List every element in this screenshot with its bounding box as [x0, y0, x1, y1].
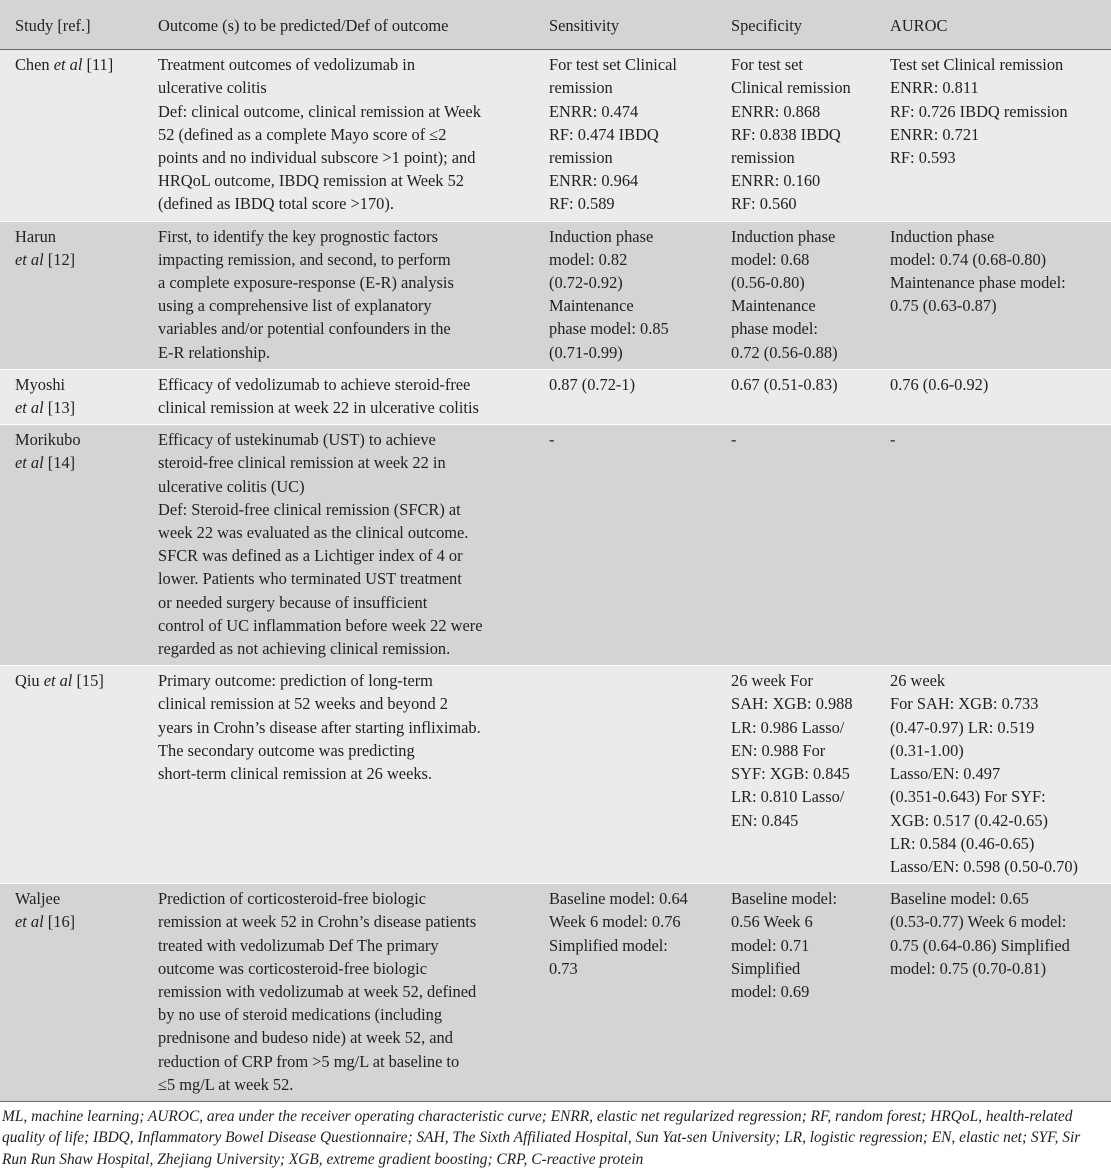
cell-study — [0, 50, 143, 221]
table-row — [0, 425, 1111, 666]
auroc-line: ENRR: 0.721 — [890, 124, 980, 144]
specificity-line: Simplified — [731, 958, 801, 978]
auroc-line: For SAH: XGB: 0.733 — [890, 694, 1039, 714]
specificity-line: model: 0.69 — [731, 981, 810, 1001]
study-etal: et al — [15, 453, 44, 473]
study-etal: et al — [43, 671, 73, 691]
header-auroc: AUROC — [875, 0, 1111, 50]
auroc-line: Lasso/EN: 0.598 (0.50-0.70) — [890, 856, 1079, 876]
specificity-line: ENRR: 0.868 — [731, 101, 821, 121]
outcome-line: short-term clinical remission at 26 weeks. — [158, 764, 433, 784]
sensitivity-line: ENRR: 0.964 — [549, 171, 639, 191]
table-row — [0, 221, 1111, 369]
study-text: Morikubo — [15, 430, 81, 450]
specificity-line: Maintenance — [731, 296, 816, 316]
cell-sensitivity — [534, 369, 716, 424]
header-outcome: Outcome (s) to be predicted/Def of outcome — [143, 0, 534, 50]
sensitivity-line: phase model: 0.85 — [549, 319, 669, 339]
outcome-line: by no use of steroid medications (including — [158, 1005, 443, 1025]
outcome-line: HRQoL outcome, IBDQ remission at Week 52 — [158, 171, 464, 191]
table-body — [0, 50, 1111, 1102]
study-text: [12] — [43, 249, 76, 269]
auroc-line: (0.31-1.00) — [890, 740, 964, 760]
cell-outcome — [143, 425, 534, 666]
outcome-line: treated with vedolizumab Def The primary — [158, 935, 439, 955]
sensitivity-line: (0.72-0.92) — [549, 273, 623, 293]
header-specificity: Specificity — [716, 0, 875, 50]
study-etal: et al — [15, 398, 44, 418]
cell-auroc — [875, 50, 1111, 221]
cell-auroc — [875, 884, 1111, 1102]
outcome-line: clinical remission at week 22 in ulcerative colitis — [158, 398, 479, 418]
cell-outcome — [143, 221, 534, 369]
cell-sensitivity — [534, 221, 716, 369]
outcome-line: outcome was corticosteroid-free biologic — [158, 958, 427, 978]
auroc-line: ENRR: 0.811 — [890, 78, 979, 98]
specificity-line: 0.67 (0.51-0.83) — [731, 374, 838, 394]
outcome-line: regarded as not achieving clinical remission. — [158, 639, 451, 659]
study-text: [15] — [72, 671, 104, 691]
specificity-line: model: 0.68 — [731, 249, 810, 269]
outcome-line: 52 (defined as a complete Mayo score of ≤2 — [158, 124, 447, 144]
table-row — [0, 884, 1111, 1102]
sensitivity-line: Simplified model: — [549, 935, 668, 955]
outcome-line: reduction of CRP from >5 mg/L at baseline to — [158, 1051, 460, 1071]
outcome-line: Efficacy of vedolizumab to achieve steroid-free — [158, 374, 471, 394]
header-row — [0, 0, 1111, 50]
study-etal: et al — [15, 912, 44, 932]
auroc-line: Test set Clinical remission — [890, 55, 1064, 75]
auroc-line: Lasso/EN: 0.497 — [890, 764, 1001, 784]
cell-outcome — [143, 369, 534, 424]
cell-auroc — [875, 425, 1111, 666]
auroc-line: model: 0.75 (0.70-0.81) — [890, 958, 1047, 978]
auroc-line: (0.53-0.77) Week 6 model: — [890, 912, 1067, 932]
outcome-line: using a comprehensive list of explanatory — [158, 296, 432, 316]
outcome-line: or needed surgery because of insufficient — [158, 592, 428, 612]
sensitivity-line: Week 6 model: 0.76 — [549, 912, 681, 932]
outcome-line: remission with vedolizumab at week 52, defined — [158, 981, 477, 1001]
specificity-line: phase model: — [731, 319, 818, 339]
outcome-line: Prediction of corticosteroid-free biologic — [158, 889, 427, 909]
auroc-line: Induction phase — [890, 226, 995, 246]
cell-specificity — [716, 884, 875, 1102]
cell-sensitivity — [534, 425, 716, 666]
outcome-line: Treatment outcomes of vedolizumab in — [158, 55, 416, 75]
specificity-line: 0.56 Week 6 — [731, 912, 813, 932]
specificity-line: EN: 0.845 — [731, 810, 799, 830]
cell-study — [0, 221, 143, 369]
specificity-line: SYF: XGB: 0.845 — [731, 764, 850, 784]
study-etal: et al — [53, 55, 83, 75]
cell-outcome — [143, 884, 534, 1102]
outcome-line: Def: clinical outcome, clinical remission at Week — [158, 101, 481, 121]
study-text: [13] — [43, 398, 76, 418]
sensitivity-line: 0.73 — [549, 958, 578, 978]
outcome-line: a complete exposure-response (E-R) analysis — [158, 273, 454, 293]
outcome-line: Primary outcome: prediction of long-term — [158, 671, 433, 691]
specificity-line: 26 week For — [731, 671, 813, 691]
specificity-line: - — [731, 430, 737, 450]
auroc-line: Baseline model: 0.65 — [890, 889, 1029, 909]
specificity-line: Clinical remission — [731, 78, 851, 98]
auroc-line: Maintenance phase model: — [890, 273, 1066, 293]
outcome-line: Def: Steroid-free clinical remission (SFCR) at — [158, 499, 461, 519]
cell-specificity — [716, 50, 875, 221]
sensitivity-line: Maintenance — [549, 296, 634, 316]
outcome-line: control of UC inflammation before week 22 were — [158, 615, 483, 635]
auroc-line: - — [890, 430, 896, 450]
table-row — [0, 369, 1111, 424]
outcome-line: SFCR was defined as a Lichtiger index of 4 or — [158, 546, 463, 566]
outcome-line: remission at week 52 in Crohn’s disease patients — [158, 912, 477, 932]
outcome-line: week 22 was evaluated as the clinical outcome. — [158, 523, 469, 543]
specificity-line: (0.56-0.80) — [731, 273, 805, 293]
auroc-line: LR: 0.584 (0.46-0.65) — [890, 833, 1035, 853]
auroc-line: XGB: 0.517 (0.42-0.65) — [890, 810, 1048, 830]
study-etal: et al — [15, 249, 44, 269]
cell-study — [0, 369, 143, 424]
specificity-line: LR: 0.810 Lasso/ — [731, 787, 845, 807]
auroc-line: RF: 0.726 IBDQ remission — [890, 101, 1068, 121]
outcome-line: Efficacy of ustekinumab (UST) to achieve — [158, 430, 436, 450]
specificity-line: model: 0.71 — [731, 935, 810, 955]
cell-study — [0, 425, 143, 666]
cell-specificity — [716, 221, 875, 369]
auroc-line: 0.75 (0.64-0.86) Simplified — [890, 935, 1070, 955]
specificity-line: SAH: XGB: 0.988 — [731, 694, 853, 714]
auroc-line: (0.47-0.97) LR: 0.519 — [890, 717, 1035, 737]
cell-specificity — [716, 369, 875, 424]
outcome-line: steroid-free clinical remission at week 22 in — [158, 453, 446, 473]
study-text: [14] — [43, 453, 76, 473]
cell-outcome — [143, 50, 534, 221]
outcome-line: years in Crohn’s disease after starting infliximab. — [158, 717, 481, 737]
sensitivity-line: remission — [549, 78, 613, 98]
study-text: [16] — [43, 912, 76, 932]
cell-auroc — [875, 369, 1111, 424]
outcome-line: ulcerative colitis (UC) — [158, 476, 305, 496]
sensitivity-line: ENRR: 0.474 — [549, 101, 639, 121]
specificity-line: Baseline model: — [731, 889, 838, 909]
specificity-line: LR: 0.986 Lasso/ — [731, 717, 845, 737]
table-row — [0, 666, 1111, 884]
specificity-line: EN: 0.988 For — [731, 740, 826, 760]
sensitivity-line: (0.71-0.99) — [549, 342, 623, 362]
study-text: Chen — [15, 55, 54, 75]
sensitivity-line: Baseline model: 0.64 — [549, 889, 688, 909]
cell-auroc — [875, 221, 1111, 369]
cell-study — [0, 884, 143, 1102]
sensitivity-line: 0.87 (0.72-1) — [549, 374, 636, 394]
auroc-line: RF: 0.593 — [890, 148, 956, 168]
outcome-line: First, to identify the key prognostic factors — [158, 226, 438, 246]
outcome-line: variables and/or potential confounders in the — [158, 319, 451, 339]
cell-outcome — [143, 666, 534, 884]
table-header — [0, 0, 1111, 50]
specificity-line: For test set — [731, 55, 803, 75]
study-text: Myoshi — [15, 374, 66, 394]
auroc-line: 26 week — [890, 671, 946, 691]
auroc-line: 0.75 (0.63-0.87) — [890, 296, 997, 316]
outcome-line: E-R relationship. — [158, 342, 270, 362]
cell-study — [0, 666, 143, 884]
sensitivity-line: model: 0.82 — [549, 249, 628, 269]
outcome-line: ≤5 mg/L at week 52. — [158, 1074, 294, 1094]
specificity-line: RF: 0.560 — [731, 194, 797, 214]
outcome-line: prednisone and budeso nide) at week 52, and — [158, 1028, 453, 1048]
specificity-line: remission — [731, 148, 795, 168]
sensitivity-line: RF: 0.589 — [549, 194, 615, 214]
study-text: Qiu — [15, 671, 44, 691]
header-study: Study [ref.] — [0, 0, 143, 50]
auroc-line: model: 0.74 (0.68-0.80) — [890, 249, 1047, 269]
auroc-line: 0.76 (0.6-0.92) — [890, 374, 989, 394]
specificity-line: RF: 0.838 IBDQ — [731, 124, 841, 144]
outcome-line: impacting remission, and second, to perform — [158, 249, 451, 269]
sensitivity-line: - — [549, 430, 555, 450]
header-sensitivity: Sensitivity — [534, 0, 716, 50]
outcome-line: The secondary outcome was predicting — [158, 740, 415, 760]
cell-sensitivity — [534, 50, 716, 221]
cell-auroc — [875, 666, 1111, 884]
study-text: [11] — [82, 55, 114, 75]
sensitivity-line: RF: 0.474 IBDQ — [549, 124, 659, 144]
cell-sensitivity — [534, 666, 716, 884]
outcome-line: lower. Patients who terminated UST treatment — [158, 569, 462, 589]
sensitivity-line: For test set Clinical — [549, 55, 677, 75]
study-text: Harun — [15, 226, 56, 246]
table-row — [0, 50, 1111, 221]
specificity-line: 0.72 (0.56-0.88) — [731, 342, 838, 362]
table-footnote: ML, machine learning; AUROC, area under the receiver operating characteristic curve; ENRR, elastic net regularized regression; RF, random forest; HRQoL, health-related quality of life; IBDQ, Inflammatory Bowel Disease Questionnaire; SAH, The Sixth Affiliated Hospital, Sun Yat-sen University; LR, logistic regression; EN, elastic net; SYF, Sir Run Run Shaw Hospital, Zhejiang University; XGB, extreme gradient boosting; CRP, C-reactive protein — [2, 1107, 1081, 1168]
specificity-line: ENRR: 0.160 — [731, 171, 821, 191]
cell-sensitivity — [534, 884, 716, 1102]
outcome-line: clinical remission at 52 weeks and beyond 2 — [158, 694, 448, 714]
outcome-line: ulcerative colitis — [158, 78, 267, 98]
study-text: Waljee — [15, 889, 61, 909]
outcome-line: points and no individual subscore >1 point); and — [158, 148, 476, 168]
specificity-line: Induction phase — [731, 226, 836, 246]
outcome-line: (defined as IBDQ total score >170). — [158, 194, 394, 214]
auroc-line: (0.351-0.643) For SYF: — [890, 787, 1046, 807]
sensitivity-line: Induction phase — [549, 226, 654, 246]
cell-specificity — [716, 666, 875, 884]
cell-specificity — [716, 425, 875, 666]
sensitivity-line: remission — [549, 148, 613, 168]
